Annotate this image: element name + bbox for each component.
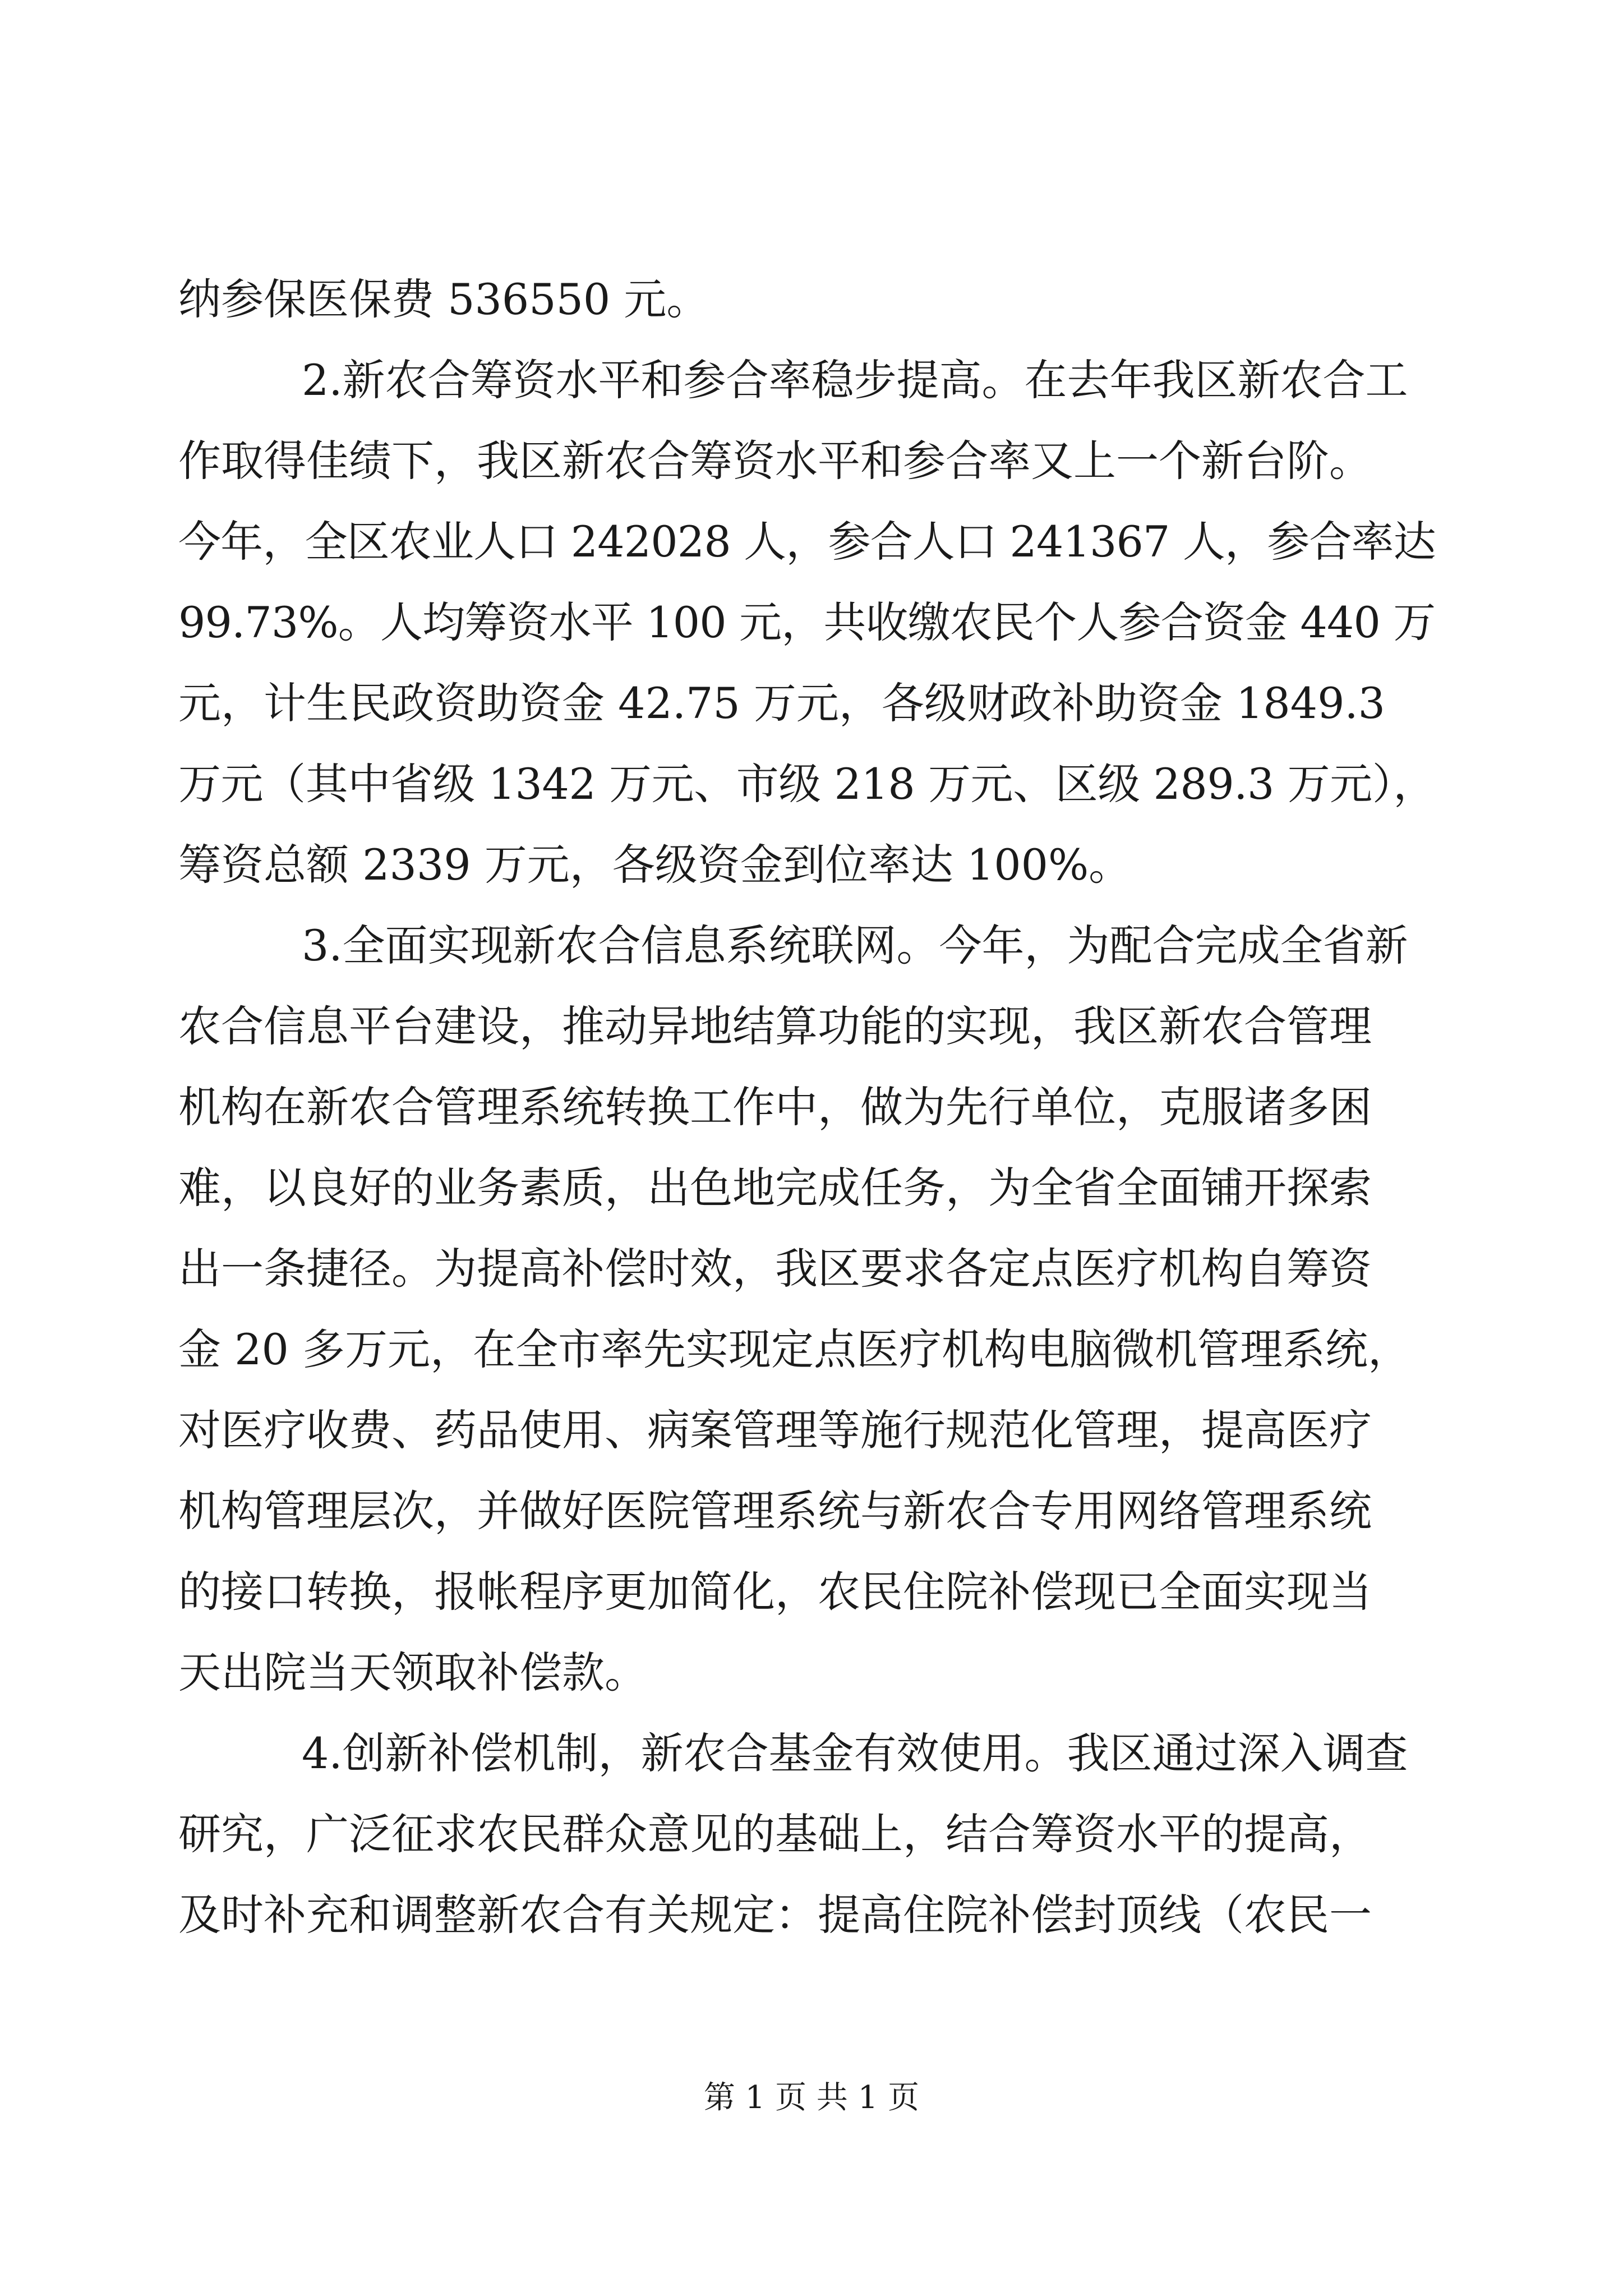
paragraph-start-line: 3.全面实现新农合信息系统联网。今年，为配合完成全省新 [302, 921, 1408, 970]
page-number-label: 第 1 页 共 1 页 [703, 2079, 920, 2116]
text-line: 金 20 多万元，在全市率先实现定点医疗机构电脑微机管理系统， [178, 1324, 1411, 1374]
text-line: 难，以良好的业务素质，出色地完成任务，为全省全面铺开探索 [178, 1163, 1372, 1213]
text-line: 元，计生民政资助资金 42.75 万元，各级财政补助资金 1849.3 [178, 678, 1385, 728]
text-line: 研究，广泛征求农民群众意见的基础上，结合筹资水平的提高， [178, 1809, 1372, 1859]
document-body [178, 259, 1436, 1955]
text-line: 纳参保医保费 536550 元。 [178, 274, 709, 324]
text-line: 作取得佳绩下，我区新农合筹资水平和参合率又上一个新台阶。 [178, 436, 1372, 486]
text-line: 万元（其中省级 1342 万元、市级 218 万元、区级 289.3 万元）， [178, 759, 1436, 809]
text-line: 农合信息平台建设，推动异地结算功能的实现，我区新农合管理 [178, 1001, 1372, 1051]
text-line: 的接口转换，报帐程序更加简化，农民住院补偿现已全面实现当 [178, 1567, 1372, 1617]
page-footer [0, 2078, 1623, 2118]
text-line: 天出院当天领取补偿款。 [178, 1648, 647, 1697]
text-line: 99.73%。人均筹资水平 100 元，共收缴农民个人参合资金 440 万 [178, 597, 1436, 647]
text-line: 筹资总额 2339 万元，各级资金到位率达 100%。 [178, 840, 1132, 890]
text-line: 出一条捷径。为提高补偿时效，我区要求各定点医疗机构自筹资 [178, 1244, 1372, 1294]
text-line: 今年，全区农业人口 242028 人，参合人口 241367 人，参合率达 [178, 517, 1436, 567]
paragraph-start-line: 4.创新补偿机制，新农合基金有效使用。我区通过深入调查 [302, 1728, 1408, 1778]
text-line: 及时补充和调整新农合有关规定：提高住院补偿封顶线（农民一 [178, 1890, 1372, 1940]
text-line: 机构在新农合管理系统转换工作中，做为先行单位，克服诸多困 [178, 1082, 1372, 1132]
text-line: 对医疗收费、药品使用、病案管理等施行规范化管理，提高医疗 [178, 1405, 1372, 1455]
paragraph-start-line: 2.新农合筹资水平和参合率稳步提高。在去年我区新农合工 [302, 355, 1408, 405]
text-line: 机构管理层次，并做好医院管理系统与新农合专用网络管理系统 [178, 1486, 1372, 1536]
